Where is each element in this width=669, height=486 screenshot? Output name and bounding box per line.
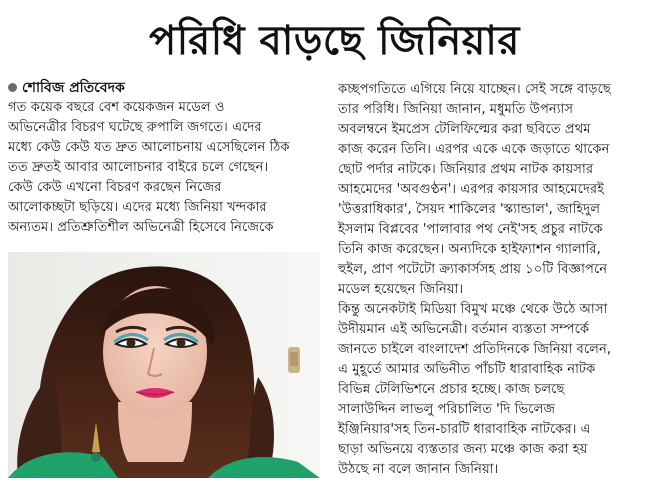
article-line: অবলম্বনে ইমপ্রেস টেলিফিল্মের করা ছবিতে প্রথম <box>338 122 591 137</box>
article-line: অন্যতম। প্রতিশ্রুতিশীল অভিনেত্রী হিসেবে নিজেকে <box>8 220 274 235</box>
article-line: বিভিন্ন টেলিভিশনে প্রচার হচ্ছে। কাজ চলছে <box>338 382 565 397</box>
article-line: তত দ্রুতই আবার আলোচনার বাইরে চলে গেছেন। <box>8 160 269 175</box>
article-line: মধ্যে কেউ কেউ যত দ্রুত আলোচনায় এসেছিলেন ঠিক <box>8 140 290 155</box>
article-line: হুইল, প্রাণ পটেটো ক্র্যাকার্সসহ প্রায় ১০টি বিজ্ঞাপনে <box>338 262 608 277</box>
article-line: তিনি কাজ করেছেন। অন্যদিকে হাইফ্যাশন গ্যালারি, <box>338 242 601 257</box>
article-line: সালাউদ্দিন লাভলু পরিচালিত 'দি ভিলেজ <box>338 402 556 417</box>
article-line: 'উত্তরাধিকার', সৈয়দ শাকিলের 'স্ক্যান্ডাল', জাহিদুল <box>338 202 601 217</box>
article-line: অভিনেত্রীর বিচরণ ঘটেছে রুপালি জগতে। এদের <box>8 120 262 135</box>
article-line: উঠছে না বলে জানান জিনিয়া। <box>338 462 499 477</box>
article-line: তার পরিধি। জিনিয়া জানান, মধুমতি উপন্যাস <box>338 102 574 117</box>
byline <box>8 79 326 98</box>
right-column <box>338 80 663 480</box>
article-line: ছোট পর্দার নাটকে। জিনিয়ার প্রথম নাটক কায়সার <box>338 162 594 177</box>
article-line: ইঞ্জিনিয়ার'সহ তিন-চারটি ধারাবাহিক নাটকের। এ <box>338 422 591 437</box>
portrait-photo <box>8 252 320 478</box>
left-column <box>8 79 326 238</box>
article-line: কেউ কেউ এখনো বিচরণ করছেন নিজের <box>8 180 222 195</box>
article-line: কাজ করেন তিনি। এরপর একে একে জড়াতে থাকেন <box>338 142 610 157</box>
portrait-illustration <box>8 252 320 478</box>
article-line: ছাড়া অভিনয়ে ব্যস্ততার জন্য মঞ্চে কাজ করা হয় <box>338 442 588 457</box>
article-line: আহমেদের 'অবগুণ্ঠন'। এরপর কায়সার আহমেদেরই <box>338 182 604 197</box>
article-line: জানতে চাইলে বাংলাদেশ প্রতিদিনকে জিনিয়া বলেন, <box>338 342 612 357</box>
article-line: মডেল হয়েছেন জিনিয়া। <box>338 282 464 297</box>
article-line: আলোকচ্ছটা ছড়িয়ে। এদের মধ্যে জিনিয়া খন্দকার <box>8 200 267 215</box>
article-line: উদীয়মান এই অভিনেত্রী। বর্তমান ব্যস্ততা সম্পর্কে <box>338 322 590 337</box>
bullet-icon <box>8 83 17 92</box>
headline: পরিধি বাড়ছে জিনিয়ার <box>149 18 520 64</box>
article-line: কিন্তু অনেকটাই মিডিয়া বিমুখ মঞ্চে থেকে উঠে আসা <box>338 302 608 317</box>
byline-text: শোবিজ প্রতিবেদক <box>22 80 125 96</box>
article-line: ইসলাম বিপ্লবের 'পালাবার পথ নেই'সহ প্রচুর নাটকে <box>338 222 603 237</box>
article-line: কচ্ছপগতিতে এগিয়ে নিয়ে যাচ্ছেন। সেই সঙ্গে বাড়ছে <box>338 82 611 97</box>
article-line: গত কয়েক বছরে বেশ কয়েকজন মডেল ও <box>8 100 225 115</box>
article-line: এ মুহূর্তে আমার অভিনীত পাঁচটি ধারাবাহিক নাটক <box>338 362 596 377</box>
